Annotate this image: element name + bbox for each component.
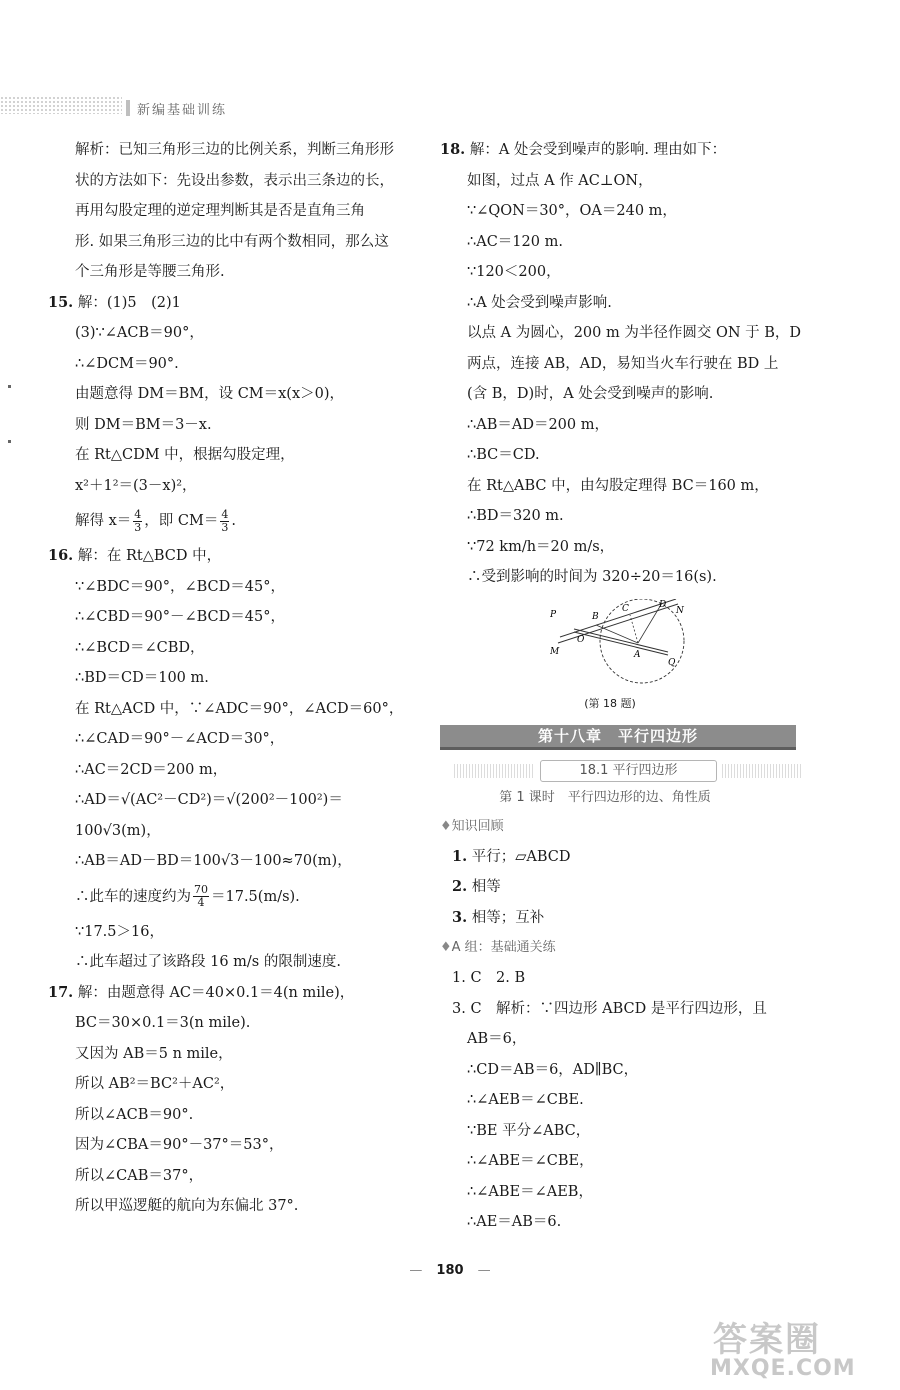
text-line: 则 DM＝BM＝3－x. bbox=[75, 416, 212, 433]
segment-ac bbox=[630, 615, 638, 643]
list-item bbox=[440, 842, 810, 873]
header-dots bbox=[0, 96, 122, 114]
text-part: ，即 CM＝ bbox=[144, 513, 219, 529]
question-15 bbox=[48, 288, 418, 542]
figure-caption: (第 18 题) bbox=[584, 696, 636, 710]
text-line: ∴受到影响的时间为 320÷20＝16(s). bbox=[467, 569, 717, 585]
label-q: Q bbox=[668, 657, 676, 668]
text-line: ∴AB＝AD＝200 m， bbox=[467, 416, 609, 433]
fraction-denominator: 4 bbox=[197, 896, 205, 909]
text-line: 由题意得 DM＝BM，设 CM＝x(x＞0)， bbox=[75, 386, 345, 402]
diamond-icon: ♦ bbox=[440, 818, 452, 834]
question-number: 15. bbox=[48, 293, 74, 311]
text-line: 个三角形是等腰三角形. bbox=[75, 264, 225, 280]
text-line: ∵∠BDC＝90°，∠BCD＝45°， bbox=[75, 578, 285, 595]
fraction-numerator: 4 bbox=[134, 507, 142, 521]
group-a-list bbox=[440, 963, 810, 1238]
text-line: ∴BC＝CD. bbox=[467, 447, 540, 463]
text-line: ∴∠CAD＝90°－∠ACD＝30°， bbox=[75, 731, 285, 747]
footer-dash: — bbox=[409, 1263, 423, 1278]
label-n: N bbox=[676, 605, 684, 616]
question-16 bbox=[48, 541, 418, 978]
item-number: 1. bbox=[452, 847, 468, 865]
review-heading-row bbox=[440, 812, 810, 842]
section-decoration bbox=[454, 764, 534, 778]
question-number: 17. bbox=[48, 983, 74, 1001]
text-line: ∵120＜200， bbox=[467, 264, 561, 280]
chapter-title: 第十八章 平行四边形 bbox=[440, 725, 796, 750]
text-part: ∴此车的速度约为 bbox=[75, 888, 191, 905]
label-p: P bbox=[550, 609, 557, 620]
watermark bbox=[708, 1312, 893, 1382]
fraction bbox=[133, 509, 142, 534]
label-d: D bbox=[659, 599, 667, 610]
fraction bbox=[220, 509, 229, 534]
text-line: (3)∵∠ACB＝90°， bbox=[75, 325, 204, 341]
text-line: BC＝30×0.1＝3(n mile). bbox=[75, 1015, 251, 1031]
running-header: 新编基础训练 bbox=[137, 103, 228, 118]
text-line: 解析：已知三角形三边的比例关系，判断三角形形 bbox=[75, 142, 394, 158]
text-line: ∴∠DCM＝90°. bbox=[75, 355, 179, 372]
fraction-denominator: 3 bbox=[221, 520, 229, 534]
section-title-wrapper bbox=[440, 760, 810, 784]
left-column bbox=[48, 135, 418, 1222]
text-line: 解：在 Rt△BCD 中， bbox=[77, 548, 222, 564]
text-line: ∴BD＝CD＝100 m. bbox=[75, 670, 209, 686]
section-decoration bbox=[722, 764, 802, 778]
page-number: 180 bbox=[436, 1263, 464, 1278]
text-line: 又因为 AB＝5 n mile， bbox=[75, 1045, 233, 1062]
text-line: 1. C 2. B bbox=[452, 970, 526, 986]
text-line: ∴∠ABE＝∠AEB， bbox=[467, 1183, 593, 1200]
right-column bbox=[440, 135, 810, 1238]
text-line: 所以∠CAB＝37°， bbox=[75, 1167, 204, 1184]
margin-mark bbox=[8, 385, 11, 388]
text-line: 解：(1)5 (2)1 bbox=[77, 294, 181, 311]
fraction bbox=[193, 884, 209, 909]
text-line: ∴∠BCD＝∠CBD， bbox=[75, 639, 205, 656]
geometry-diagram bbox=[550, 599, 700, 689]
text-line: ∵BE 平分∠ABC， bbox=[467, 1122, 591, 1139]
review-list bbox=[440, 842, 810, 934]
fraction-denominator: 3 bbox=[134, 520, 142, 534]
page-footer bbox=[0, 1263, 900, 1278]
item-number: 2. bbox=[452, 878, 468, 895]
fraction-numerator: 4 bbox=[221, 507, 229, 521]
item-text: 平行；▱ABCD bbox=[471, 848, 571, 865]
text-line: 所以∠ACB＝90°. bbox=[75, 1106, 194, 1123]
lesson-title: 第 1 课时 平行四边形的边、角性质 bbox=[499, 789, 711, 805]
figure-18 bbox=[440, 599, 810, 693]
text-part: ＝17.5(m/s). bbox=[211, 888, 300, 905]
item-text: 相等 bbox=[471, 879, 501, 895]
review-heading: 知识回顾 bbox=[451, 818, 504, 834]
text-line: ∴AB＝AD－BD＝100√3－100≈70(m)， bbox=[75, 853, 352, 869]
text-line: 以点 A 为圆心，200 m 为半径作圆交 ON 于 B，D bbox=[467, 325, 802, 341]
text-line: ∴CD＝AB＝6，AD∥BC， bbox=[467, 1061, 639, 1078]
text-line: ∴A 处会受到噪声影响. bbox=[467, 294, 612, 311]
label-c: C bbox=[622, 603, 629, 614]
text-line: 在 Rt△ABC 中，由勾股定理得 BC＝160 m， bbox=[467, 477, 769, 494]
question-18 bbox=[440, 135, 810, 715]
label-m: M bbox=[550, 646, 560, 657]
analysis-14 bbox=[48, 135, 418, 288]
text-line: ∴AE＝AB＝6. bbox=[467, 1214, 562, 1230]
text-line: 形. 如果三角形三边的比中有两个数相同，那么这 bbox=[75, 233, 389, 250]
text-line: 在 Rt△ACD 中，∵∠ADC＝90°，∠ACD＝60°， bbox=[75, 700, 404, 717]
label-b: B bbox=[592, 611, 599, 622]
label-o: O bbox=[577, 634, 585, 645]
text-line: x²＋1²＝(3－x)²， bbox=[75, 477, 197, 494]
watermark-text: 答案圈 bbox=[713, 1320, 821, 1360]
text-line: 解：A 处会受到噪声的影响. 理由如下： bbox=[469, 142, 727, 158]
text-line: 因为∠CBA＝90°－37°＝53°， bbox=[75, 1137, 284, 1153]
text-line: (含 B，D)时，A 处会受到噪声的影响. bbox=[467, 386, 714, 402]
list-item bbox=[440, 872, 810, 903]
diamond-icon: ♦ bbox=[440, 940, 452, 955]
text-line: 100√3(m)， bbox=[75, 822, 161, 839]
item-text: 相等；互补 bbox=[471, 909, 545, 926]
group-a-heading: A 组：基础通关练 bbox=[451, 940, 556, 955]
line-oq bbox=[574, 629, 668, 652]
question-number: 16. bbox=[48, 547, 74, 564]
text-line: ∴∠CBD＝90°－∠BCD＝45°， bbox=[75, 609, 285, 625]
text-line: 所以甲巡逻艇的航向为东偏北 37°. bbox=[75, 1198, 299, 1214]
solve-line bbox=[48, 501, 418, 541]
text-line: 两点，连接 AB，AD，易知当火车行驶在 BD 上 bbox=[467, 355, 779, 372]
text-line: ∵∠QON＝30°，OA＝240 m， bbox=[467, 203, 677, 219]
text-part: . bbox=[231, 513, 236, 529]
text-line: 所以 AB²＝BC²＋AC²， bbox=[75, 1076, 235, 1092]
group-a-heading-row bbox=[440, 933, 810, 963]
margin-mark bbox=[8, 440, 11, 443]
text-line: ∴AC＝2CD＝200 m， bbox=[75, 761, 228, 778]
label-a: A bbox=[634, 649, 641, 660]
text-line: 解：由题意得 AC＝40×0.1＝4(n mile)， bbox=[77, 984, 355, 1001]
text-part: 解得 x＝ bbox=[75, 513, 132, 529]
list-item bbox=[440, 903, 810, 934]
text-line: ∴此车超过了该路段 16 m/s 的限制速度. bbox=[75, 954, 341, 970]
text-line: 如图，过点 A 作 AC⊥ON， bbox=[467, 172, 653, 189]
question-number: 18. bbox=[440, 141, 466, 158]
fraction-numerator: 70 bbox=[194, 883, 208, 896]
footer-dash: — bbox=[477, 1263, 491, 1278]
text-line: ∴∠AEB＝∠CBE. bbox=[467, 1092, 584, 1108]
question-17 bbox=[48, 978, 418, 1222]
text-line: 在 Rt△CDM 中，根据勾股定理， bbox=[75, 447, 295, 463]
text-line: 状的方法如下：先设出参数，表示出三条边的长， bbox=[75, 172, 394, 189]
segment-ab bbox=[596, 625, 638, 643]
text-line: ∴AC＝120 m. bbox=[467, 233, 563, 250]
item-number: 3. bbox=[452, 908, 468, 926]
text-line: AB＝6， bbox=[467, 1031, 527, 1047]
speed-line bbox=[48, 877, 418, 917]
text-line: ∴AD＝√(AC²－CD²)＝√(200²－100²)＝ bbox=[75, 792, 343, 808]
text-line: 3. C 解析：∵四边形 ABCD 是平行四边形，且 bbox=[452, 1000, 767, 1017]
watermark-url: MXQE.COM bbox=[710, 1356, 856, 1381]
text-line: ∴BD＝320 m. bbox=[467, 508, 564, 524]
text-line: ∴∠ABE＝∠CBE， bbox=[467, 1153, 594, 1169]
text-line: ∵17.5＞16， bbox=[75, 923, 164, 940]
section-title: 18.1 平行四边形 bbox=[540, 760, 717, 782]
header-bar bbox=[126, 100, 130, 116]
text-line: 再用勾股定理的逆定理判断其是否是直角三角 bbox=[75, 203, 365, 219]
text-line: ∵72 km/h＝20 m/s， bbox=[467, 538, 615, 555]
